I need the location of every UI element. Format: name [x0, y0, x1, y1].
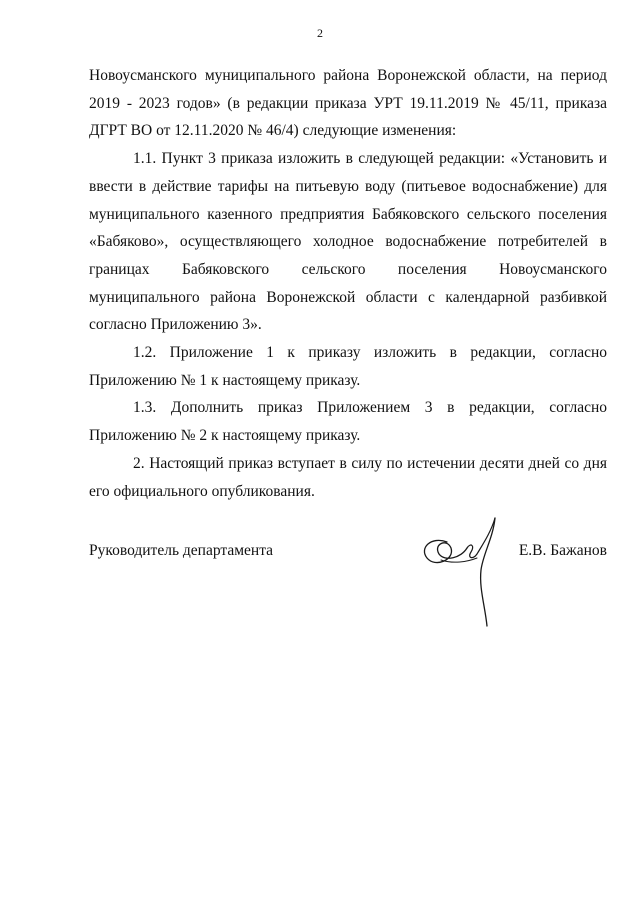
signer-position: Руководитель департамента [89, 542, 274, 559]
paragraph-continuation: Новоусманского муниципального района Воронежской области, на период 2019 - 2023 годов» (в редакции приказа УРТ 19.11.2019 № 45/11, приказа ДГРТ ВО от 12.11.2020 № 46/4) следующие изменения: [89, 67, 607, 140]
signature-block [89, 532, 607, 642]
handwritten-signature [417, 514, 513, 634]
paragraph-item-1-1: 1.1. Пункт 3 приказа изложить в следующей редакции: «Установить и ввести в действие тарифы на питьевую воду (питьевое водоснабжение) для муниципального казенного предприятия Бабяковского сельского поселения «Бабяково», осуществляющего холодное водоснабжение потребителей в границах Бабяковского сельского поселения Новоусманского муниципального района Воронежской области с календарной разбивкой согласно Приложению 3». [89, 150, 607, 334]
paragraph-item-1-3: 1.3. Дополнить приказ Приложением 3 в редакции, согласно Приложению № 2 к настоящему приказу. [89, 399, 607, 445]
signer-name: Е.В. Бажанов [518, 542, 607, 559]
paragraph-item-1-2: 1.2. Приложение 1 к приказу изложить в редакции, согласно Приложению № 1 к настоящему приказу. [89, 344, 607, 389]
paragraph-item-2: 2. Настоящий приказ вступает в силу по истечении десяти дней со дня его официального опубликования. [89, 454, 607, 500]
document-body [89, 62, 607, 505]
page-number: 2 [317, 26, 323, 40]
